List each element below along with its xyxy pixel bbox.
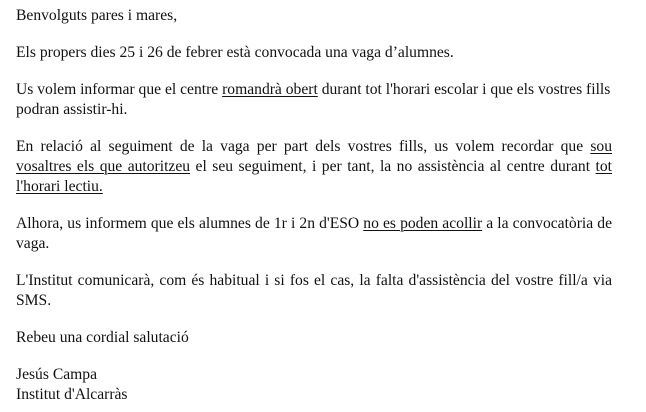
paragraph-eso-students bbox=[16, 214, 612, 254]
paragraph-parental-authorization bbox=[16, 137, 612, 197]
paragraph-sms-text: L'Institut comunicarà, com és habitual i si fos el cas, la falta d'assistència del vostre fill/a via SMS. bbox=[16, 272, 612, 309]
paragraph-eso-text-a: Alhora, us informem que els alumnes de 1r i 2n d'ESO bbox=[16, 215, 364, 232]
underlined-school-open: romandrà obert bbox=[222, 81, 318, 98]
paragraph-authorization-text-a: En relació al seguiment de la vaga per part dels vostres fills, us volem recordar que bbox=[16, 138, 591, 155]
signature-name: Jesús Campa bbox=[16, 366, 97, 383]
paragraph-school-open-text-a: Us volem informar que el centre bbox=[16, 81, 223, 98]
greeting: Benvolguts pares i mares, bbox=[16, 7, 178, 24]
underlined-cannot-join: no es poden acollir bbox=[363, 215, 483, 232]
signature-institution: Institut d'Alcarràs bbox=[16, 386, 128, 403]
letter bbox=[16, 6, 612, 405]
underlined-you-authorize: sou vosaltres els que autoritzeu bbox=[16, 138, 612, 175]
closing: Rebeu una cordial salutació bbox=[16, 329, 189, 346]
paragraph-strike-dates bbox=[16, 43, 612, 63]
underlined-full-school-hours: tot l'horari lectiu. bbox=[16, 158, 612, 195]
paragraph-authorization-text-b: el seu seguiment, i per tant, la no assistència al centre durant bbox=[190, 158, 596, 175]
paragraph-school-open-text-b: durant tot l'horari escolar i que els vostres fills podran assistir-hi. bbox=[16, 81, 611, 118]
paragraph-eso-text-b: a la convocatòria de vaga. bbox=[16, 215, 613, 252]
paragraph-strike-dates-text: Els propers dies 25 i 26 de febrer està convocada una vaga d’alumnes. bbox=[16, 44, 454, 61]
paragraph-school-open bbox=[16, 80, 612, 120]
paragraph-sms-notice bbox=[16, 271, 612, 311]
